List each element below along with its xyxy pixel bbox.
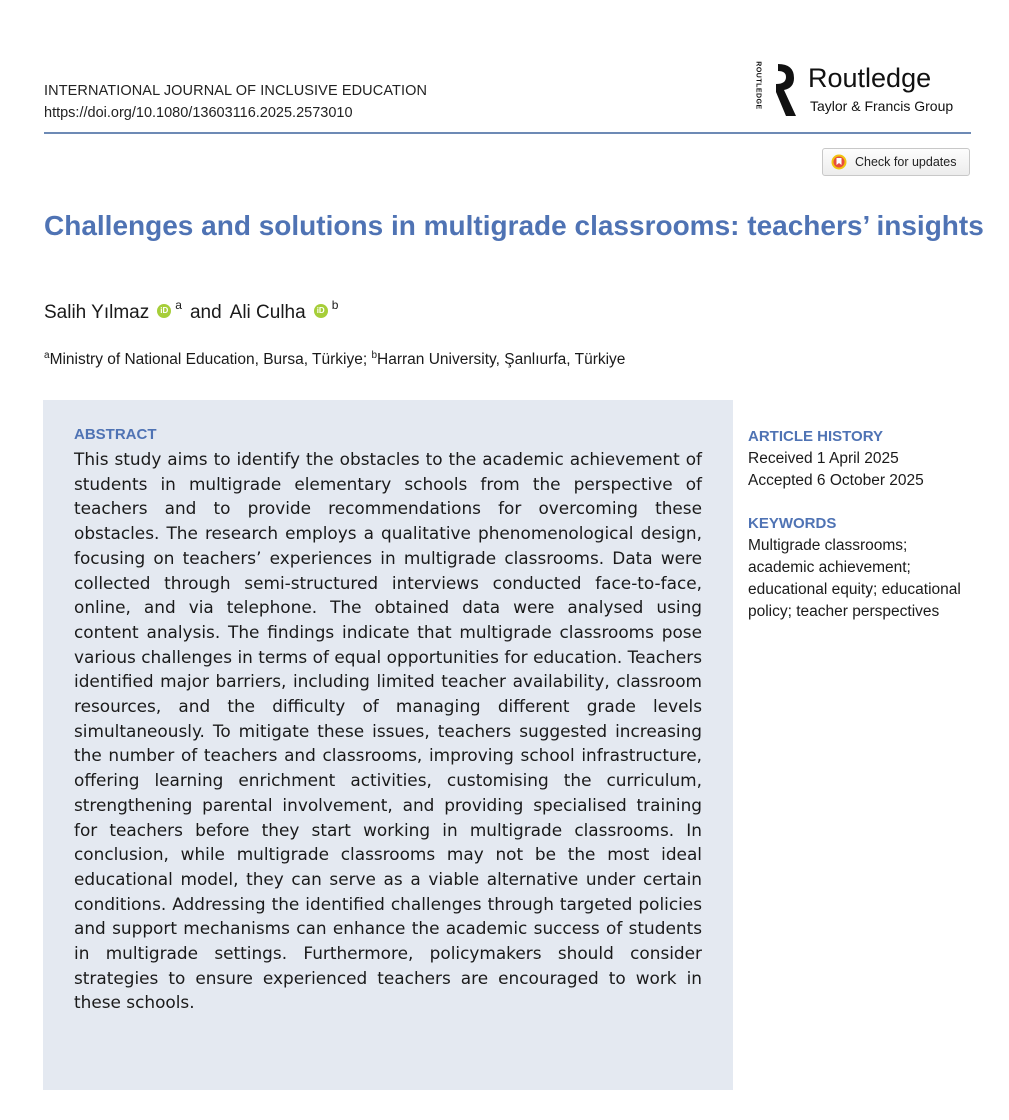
affiliation-mark: b — [371, 350, 378, 361]
journal-name: INTERNATIONAL JOURNAL OF INCLUSIVE EDUCATION — [44, 83, 428, 99]
orcid-icon[interactable]: iD — [157, 304, 171, 318]
article-title: Challenges and solutions in multigrade classrooms: teachers’ insights — [44, 210, 984, 241]
affiliation-text: Ministry of National Education, Bursa, Türkiye; — [49, 351, 368, 369]
abstract-heading: ABSTRACT — [74, 426, 157, 443]
keywords-heading: KEYWORDS — [748, 515, 837, 532]
accepted-date: Accepted 6 October 2025 — [748, 472, 924, 489]
routledge-logo-icon — [772, 62, 800, 118]
author-name[interactable]: Ali Culha — [229, 302, 306, 323]
doi-link[interactable]: https://doi.org/10.1080/13603116.2025.2573010 — [44, 105, 353, 121]
keywords — [748, 513, 968, 623]
publisher-group: Taylor & Francis Group — [810, 98, 954, 114]
publisher-name: Routledge — [808, 63, 932, 93]
abstract-text: This study aims to identify the obstacles to the academic achievement of students in multigrade elementary schools from the perspective of teachers and to provide recommendations for overcoming these obstacles. The research employs a qualitative phenomenological design, focusing on teachers’ experiences in multigrade classrooms. Data were collected through semi-structured interviews conducted face-to-face, online, and via telephone. The obtained data were analysed using content analysis. The findings indicate that multigrade classrooms pose various challenges in terms of equal opportunities for education. Teachers identified major barriers, including limited teacher availability, classroom resources, and the difficulty of managing different grade levels simultaneously. To mitigate these issues, teachers suggested increasing the number of teachers and classrooms, improving school infrastructure, offering learning enrichment activities, customising the curriculum, strengthening parental involvement, and providing specialised training for teachers before they start working in multigrade classrooms. In conclusion, while multigrade classrooms may not be the most ideal educational model, they can serve as a viable alternative under certain conditions. Addressing the identified challenges through targeted policies and support mechanisms can enhance the academic success of students in multigrade settings. Furthermore, policymakers should consider strategies to ensure experienced teachers are encouraged to work in these schools. — [74, 449, 702, 1013]
check-for-updates-button[interactable] — [822, 148, 970, 176]
received-date: Received 1 April 2025 — [748, 450, 899, 467]
author-list — [44, 298, 346, 324]
publisher-logo[interactable] — [756, 60, 976, 120]
article-history-heading: ARTICLE HISTORY — [748, 428, 884, 445]
check-for-updates-label: Check for updates — [855, 155, 957, 169]
author-name[interactable]: Salih Yılmaz — [44, 302, 150, 323]
affiliation-text: Harran University, Şanlıurfa, Türkiye — [377, 351, 626, 369]
orcid-icon[interactable]: iD — [314, 304, 328, 318]
keywords-text: Multigrade classrooms; academic achievement; educational equity; educational policy; teacher perspectives — [748, 537, 961, 620]
affiliations — [44, 350, 625, 369]
journal-header — [44, 80, 427, 124]
affiliation-mark: a — [175, 298, 182, 312]
crossmark-icon — [831, 154, 847, 170]
author-conjunction: and — [189, 302, 222, 323]
header-divider — [44, 132, 971, 134]
affiliation-mark: a — [44, 350, 50, 361]
affiliation-mark: b — [331, 298, 339, 312]
article-history — [748, 426, 978, 492]
publisher-mark: ROUTLEDGE — [754, 61, 762, 110]
